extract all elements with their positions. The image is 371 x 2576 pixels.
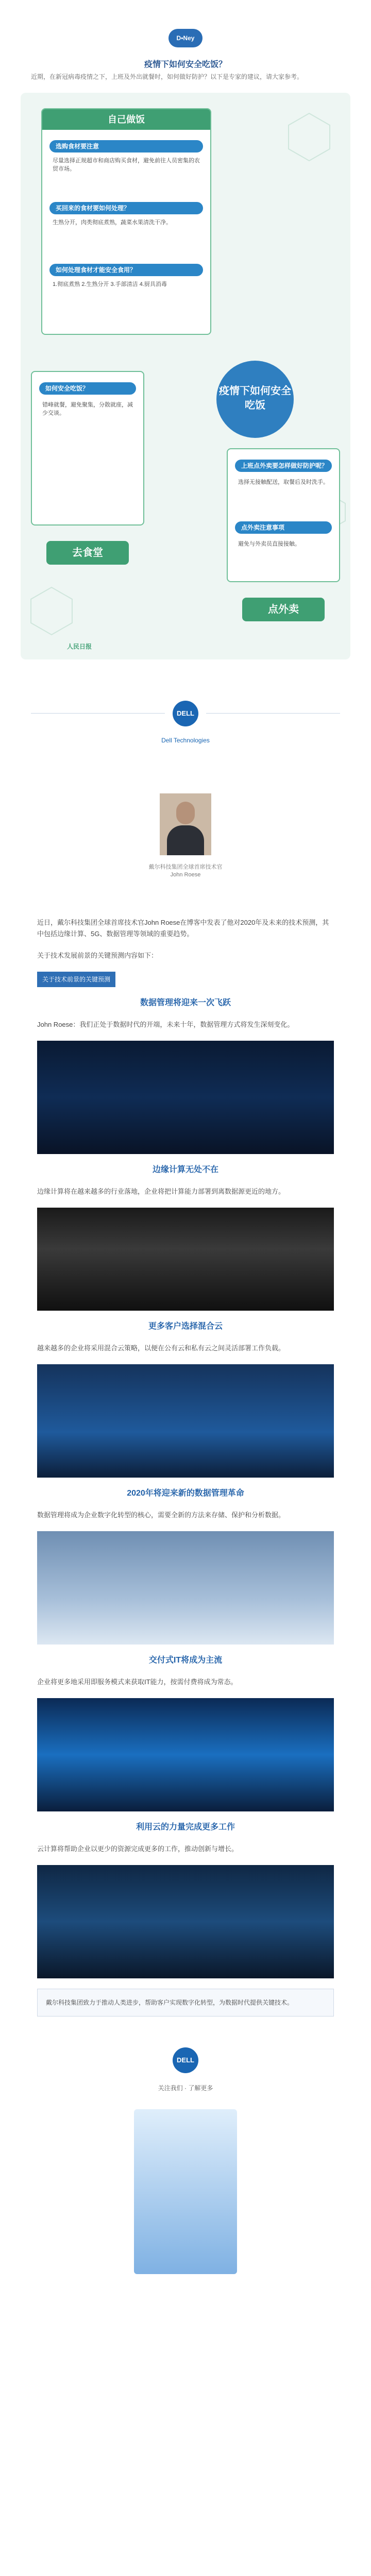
takeout-block	[227, 448, 340, 582]
item-text: 避免与外卖员直接接触。	[238, 541, 300, 547]
item-title: 如何处理食材才能安全食用？	[49, 264, 203, 276]
rack-photo	[37, 1865, 334, 1978]
canteen-block	[31, 371, 144, 526]
divider	[31, 713, 165, 714]
dell-logo: DELL	[173, 701, 198, 726]
company-header	[0, 670, 371, 783]
self-cook-block	[41, 108, 211, 335]
portrait-caption: 戴尔科技集团全球首席技术官	[148, 864, 223, 870]
paragraph: 近日，戴尔科技集团全球首席技术官John Roese在博客中发表了他对2020年及未来的技术预测，其中包括边缘计算、5G、数据管理等领域的重要趋势。	[37, 919, 329, 938]
brand-badge: D•Ney	[168, 29, 203, 47]
portrait-body	[167, 825, 204, 855]
section-tag-row	[37, 972, 334, 987]
paragraph: John Roese：我们正处于数据时代的开端，未来十年，数据管理方式将发生深刻变化。	[37, 1021, 294, 1028]
portrait-head	[176, 802, 195, 824]
source-logo: 人民日报	[67, 643, 92, 650]
cloud-photo	[37, 1364, 334, 1478]
section-heading: 交付式IT将成为主流	[148, 1656, 223, 1665]
portrait-name: John Roese	[170, 872, 201, 878]
paragraph: 关于技术发展前景的关键预测内容如下：	[37, 952, 158, 959]
item-text: 生熟分开，肉类彻底煮熟，蔬菜水果清洗干净。	[53, 219, 172, 226]
paragraph: 越来越多的企业将采用混合云策略，以便在公有云和私有云之间灵活部署工作负载。	[37, 1344, 285, 1352]
section-heading: 利用云的力量完成更多工作	[136, 1823, 235, 1832]
end-text: 关注我们 · 了解更多	[158, 2084, 213, 2092]
section-tag: 关于技术前景的关键预测	[37, 972, 115, 987]
self-cook-heading: 自己做饭	[42, 109, 210, 130]
city-photo	[37, 1531, 334, 1645]
item-title: 上班点外卖要怎样做好防护呢？	[235, 460, 332, 472]
end-section	[0, 2027, 371, 2284]
paragraph: 数据管理将成为企业数字化转型的核心，需要全新的方法来存储、保护和分析数据。	[37, 1511, 285, 1519]
paragraph: 企业将更多地采用即服务模式来获取IT能力，按需付费将成为常态。	[37, 1678, 238, 1686]
section-heading: 2020年将迎来新的数据管理革命	[127, 1489, 244, 1498]
profile-section	[0, 783, 371, 917]
item-title: 点外卖注意事项	[235, 521, 332, 534]
center-badge: 疫情下如何安全吃饭	[216, 361, 294, 438]
canteen-label: 去食堂	[46, 541, 129, 565]
company-name: Dell Technologies	[161, 737, 210, 744]
item-text: 尽量选择正规超市和商店购买食材，避免前往人员密集的农贸市场。	[53, 158, 200, 172]
intro-text: 近期，在新冠病毒疫情之下，上班及外出就餐时，如何做好防护？以下是专家的建议，请大家参考。	[31, 73, 303, 80]
divider	[206, 713, 340, 714]
item-text: 1.彻底煮熟 2.生熟分开 3.手部清洁 4.厨具消毒	[53, 281, 167, 287]
summary-card: 戴尔科技集团致力于推动人类进步，帮助客户实现数字化转型，为数据时代提供关键技术。	[37, 1989, 334, 2016]
section-heading: 边缘计算无处不在	[152, 1165, 218, 1174]
portrait-photo	[160, 793, 211, 855]
infographic-footer	[21, 639, 350, 659]
dell-logo: DELL	[173, 2047, 198, 2073]
item-text: 错峰就餐，避免聚集，分散就座，减少交谈。	[42, 402, 133, 416]
item-title: 选购食材要注意	[49, 140, 203, 152]
item-title: 如何安全吃饭？	[39, 382, 136, 395]
infographic	[21, 93, 350, 659]
server-photo	[37, 1041, 334, 1154]
end-illustration	[134, 2109, 237, 2274]
item-title: 买回来的食材要如何处理？	[49, 202, 203, 214]
intro-section	[0, 0, 371, 93]
data-bars-photo	[37, 1698, 334, 1811]
section-heading: 数据管理将迎来一次飞跃	[140, 998, 231, 1007]
section-heading: 更多客户选择混合云	[148, 1322, 223, 1331]
paragraph: 云计算将帮助企业以更少的资源完成更多的工作，推动创新与增长。	[37, 1845, 239, 1853]
datacenter-photo	[37, 1208, 334, 1311]
item-text: 选择无接触配送，取餐后及时洗手。	[238, 479, 329, 485]
takeout-label: 点外卖	[242, 598, 325, 621]
question-title: 疫情下如何安全吃饭？	[144, 60, 227, 69]
paragraph: 边缘计算将在越来越多的行业落地，企业将把计算能力部署到离数据源更近的地方。	[37, 1188, 285, 1195]
